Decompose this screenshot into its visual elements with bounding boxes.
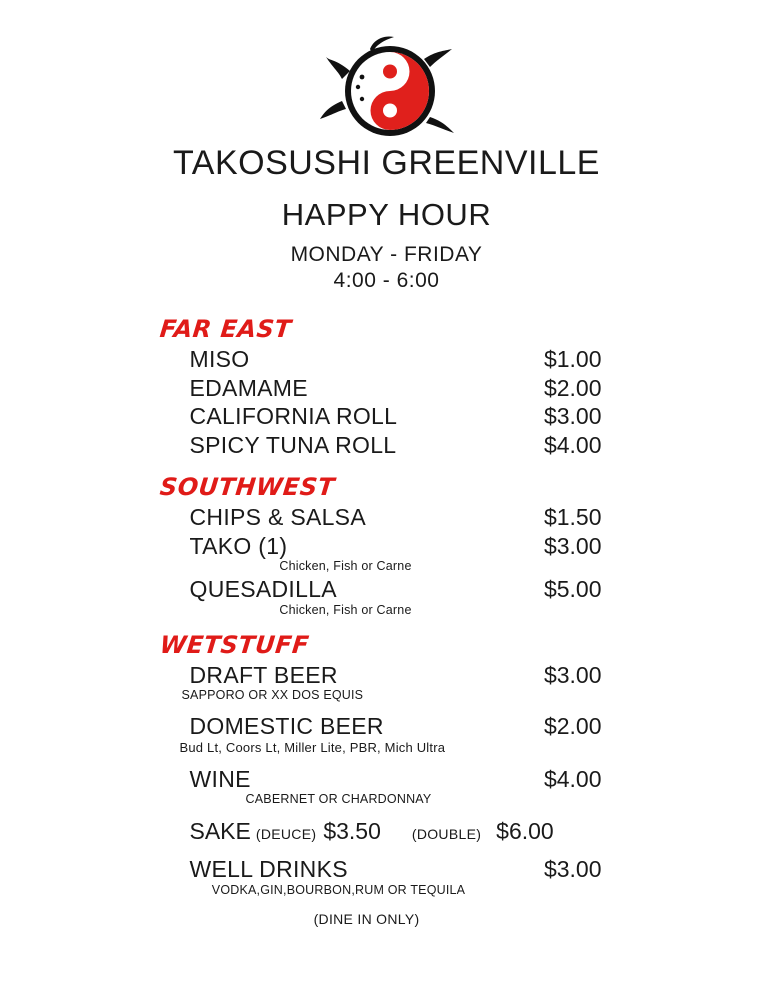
menu-item xyxy=(172,402,602,431)
menu-section-southwest xyxy=(158,473,602,617)
menu-item-price: $3.00 xyxy=(543,661,602,688)
menu-sections xyxy=(158,315,602,927)
sake-size-deuce: (DEUCE) xyxy=(255,826,317,843)
menu-item-name: WINE xyxy=(189,765,251,792)
menu-item xyxy=(172,345,602,374)
menu-section-wetstuff xyxy=(158,630,602,897)
sake-price-deuce: $3.50 xyxy=(323,818,381,845)
menu-item-price: $4.00 xyxy=(543,431,602,458)
menu-item-name: MISO xyxy=(189,346,250,372)
menu-item-name: CALIFORNIA ROLL xyxy=(189,403,398,430)
menu-item-name: EDAMAME xyxy=(189,374,308,401)
menu-item-name: CHIPS & SALSA xyxy=(189,504,366,531)
menu-item-price: $5.00 xyxy=(543,576,602,603)
menu-item-price: $3.00 xyxy=(543,403,602,430)
section-heading: FAR EAST xyxy=(158,315,293,343)
section-heading: SOUTHWEST xyxy=(158,473,336,502)
logo-container xyxy=(0,0,773,140)
sake-price-double: $6.00 xyxy=(496,818,554,845)
menu-item-price: $4.00 xyxy=(543,765,602,792)
promo-title: HAPPY HOUR xyxy=(281,197,492,232)
menu-item xyxy=(172,532,602,561)
page-title: TAKOSUSHI GREENVILLE xyxy=(173,144,600,182)
header-block xyxy=(0,144,773,293)
menu-item-note: Bud Lt, Coors Lt, Miller Lite, PBR, Mich Ultra xyxy=(179,739,446,755)
menu-item-name: WELL DRINKS xyxy=(189,856,348,883)
menu-item-price: $2.00 xyxy=(543,713,602,740)
promo-days: MONDAY - FRIDAY xyxy=(290,243,483,266)
menu-item-price: $3.00 xyxy=(543,856,602,883)
menu-item xyxy=(172,431,602,460)
menu-item xyxy=(172,374,602,403)
menu-item-price: $1.50 xyxy=(543,504,602,531)
menu-item xyxy=(172,503,602,532)
menu-item xyxy=(172,575,602,604)
menu-item xyxy=(172,855,602,884)
menu-item-name: DRAFT BEER xyxy=(189,661,338,688)
menu-item-note: Chicken, Fish or Carne xyxy=(279,602,412,617)
menu-item-price: $1.00 xyxy=(543,346,602,372)
menu-item-sake xyxy=(172,818,602,845)
menu-item-note: SAPPORO OR XX DOS EQUIS xyxy=(181,688,364,703)
menu-item-name: SAKE xyxy=(189,818,251,845)
menu-item-name: SPICY TUNA ROLL xyxy=(189,431,397,458)
menu-item xyxy=(172,661,602,690)
menu-section-far-east xyxy=(158,315,602,459)
menu-item-name: DOMESTIC BEER xyxy=(189,713,384,740)
menu-item-name: TAKO (1) xyxy=(189,532,288,559)
menu-item xyxy=(172,765,602,794)
menu-item-name: QUESADILLA xyxy=(189,576,337,603)
promo-hours: 4:00 - 6:00 xyxy=(333,269,440,292)
dine-in-notice: (DINE IN ONLY) xyxy=(313,910,420,927)
menu-item-note: VODKA,GIN,BOURBON,RUM OR TEQUILA xyxy=(211,882,466,897)
section-heading: WETSTUFF xyxy=(158,630,311,659)
menu-item xyxy=(172,712,602,741)
menu-item-note: CABERNET OR CHARDONNAY xyxy=(245,792,432,807)
menu-item-price: $2.00 xyxy=(543,374,602,401)
menu-item-note: Chicken, Fish or Carne xyxy=(279,559,412,574)
menu-item-price: $3.00 xyxy=(543,532,602,559)
sake-size-double: (DOUBLE) xyxy=(411,826,482,843)
